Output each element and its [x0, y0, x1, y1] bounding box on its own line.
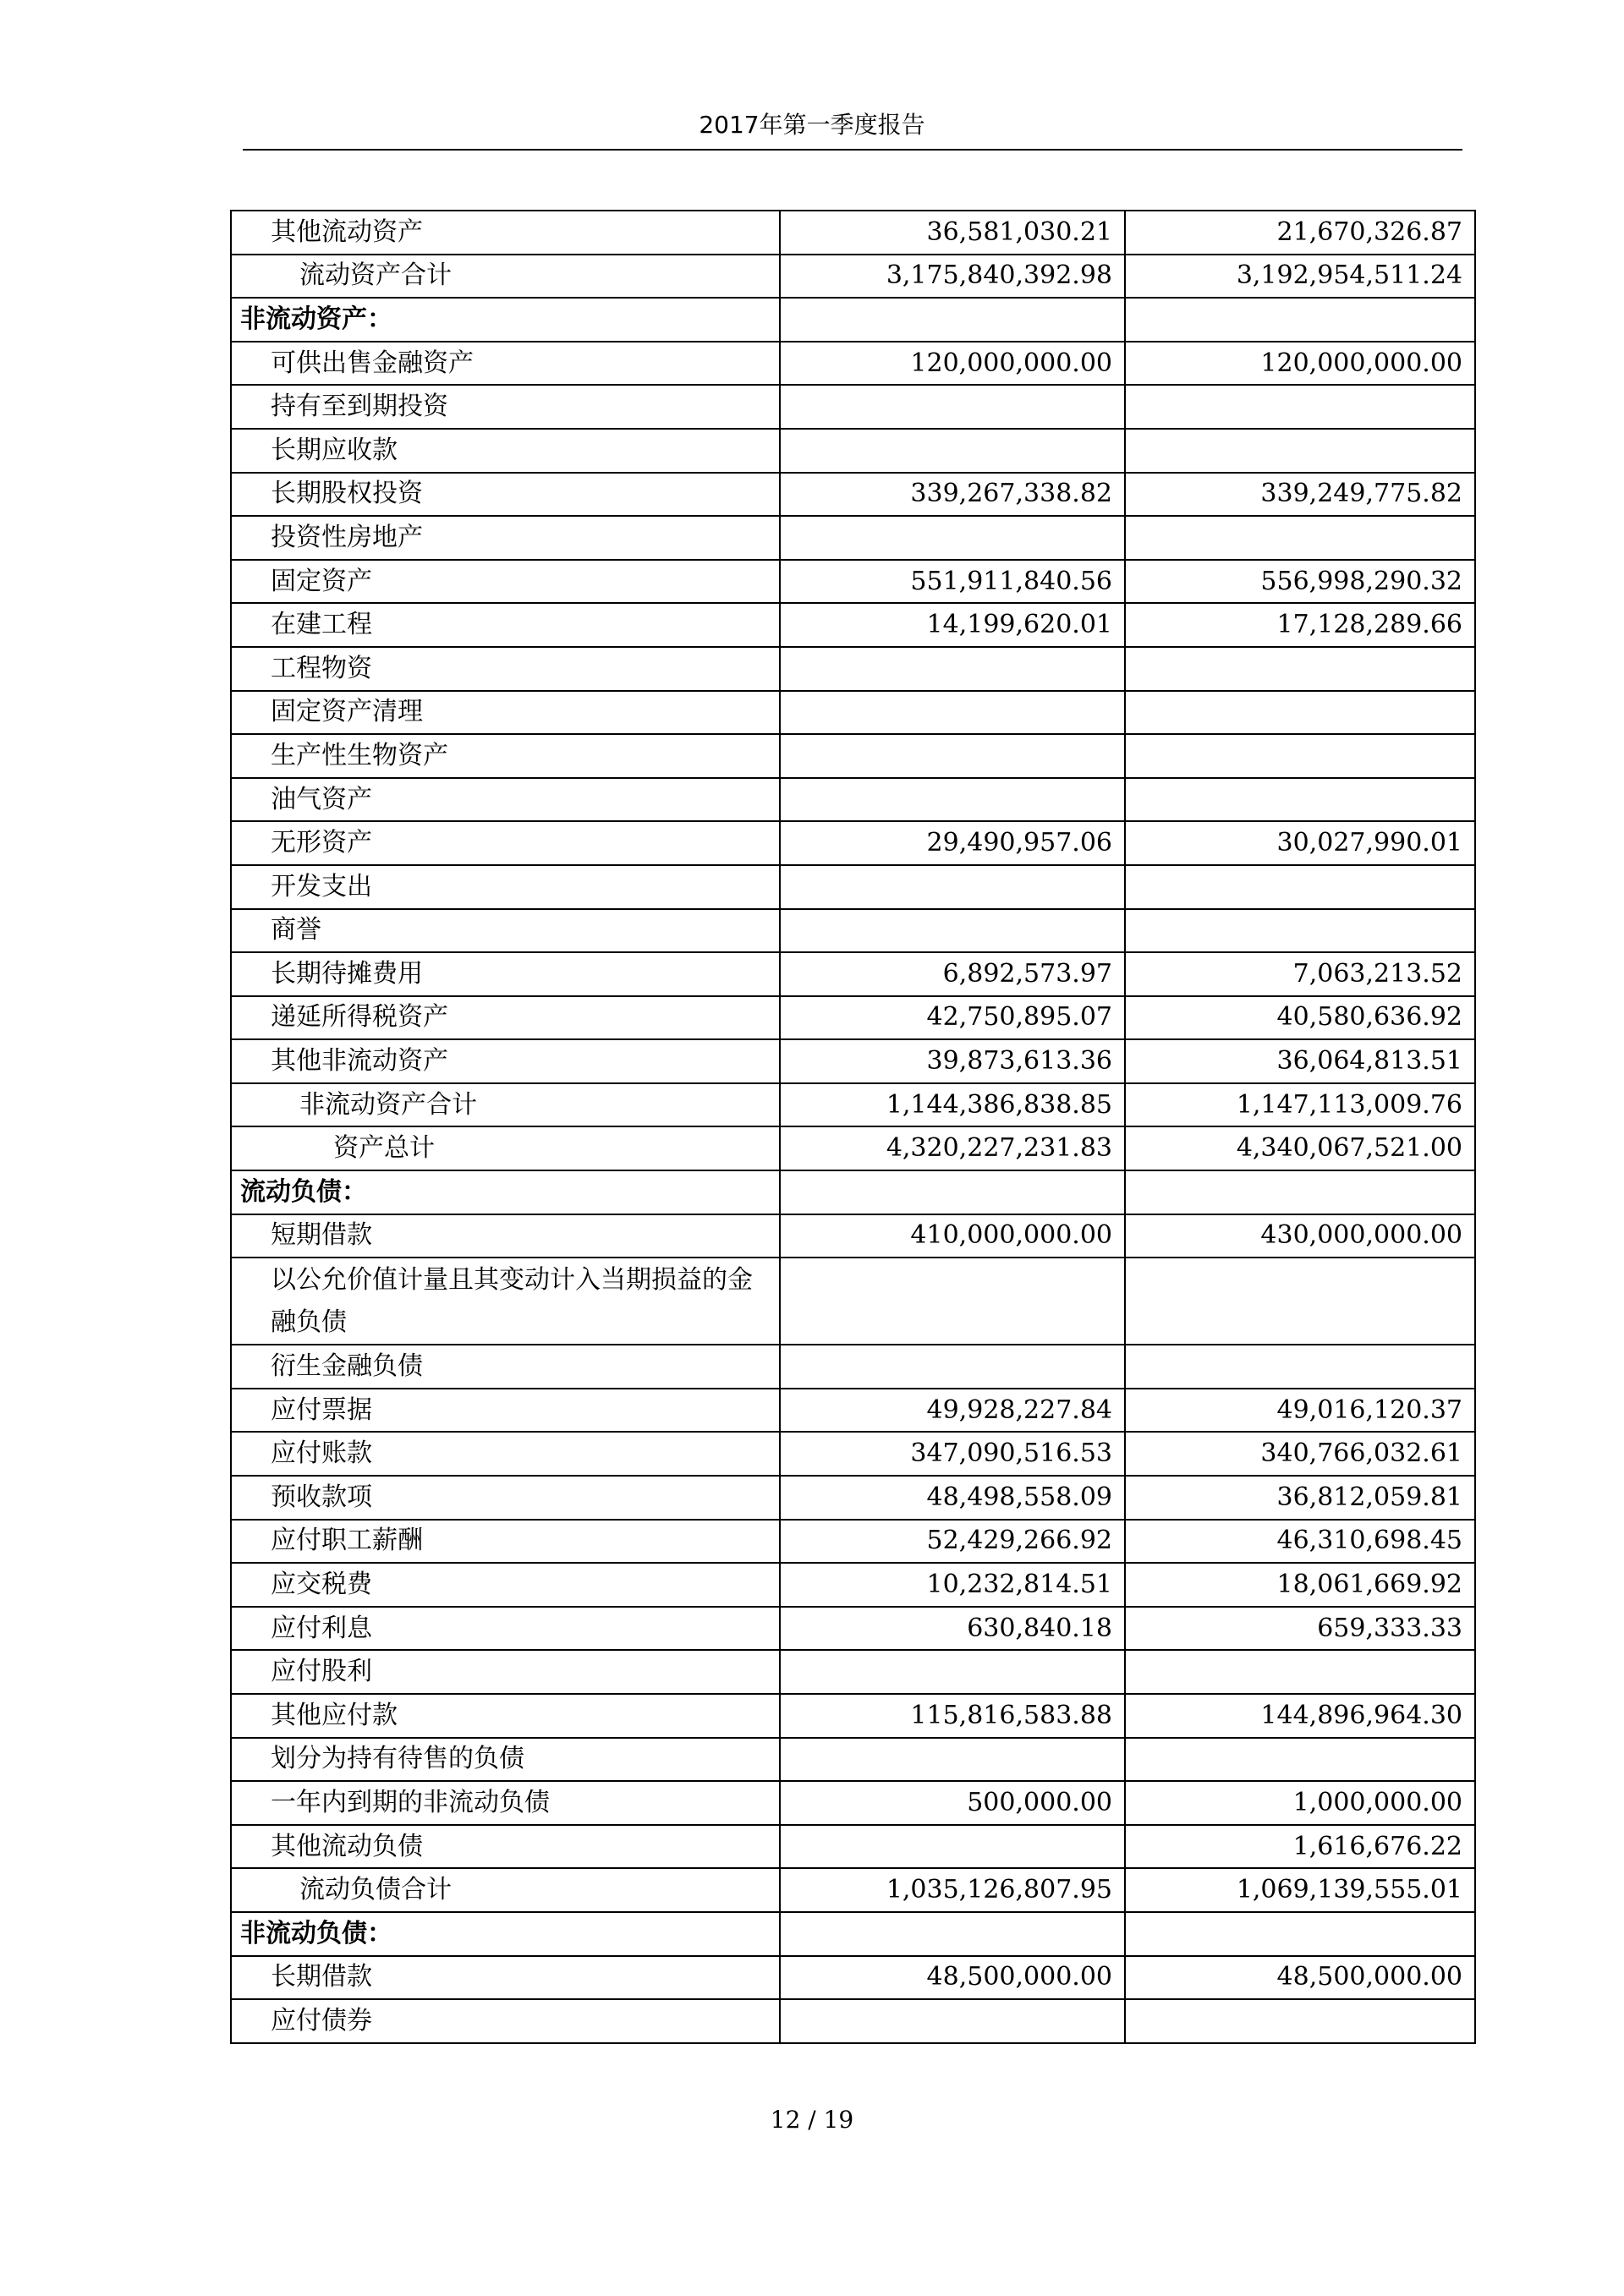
row-label: 划分为持有待售的负债 — [231, 1738, 780, 1782]
table-row — [231, 342, 1475, 386]
row-label: 油气资产 — [231, 778, 780, 822]
table-row — [231, 1389, 1475, 1433]
row-label: 商誉 — [231, 909, 780, 953]
table-row — [231, 1563, 1475, 1607]
value-cell-period-end: 1,035,126,807.95 — [780, 1868, 1125, 1912]
value-cell-period-end — [780, 1999, 1125, 2043]
value-cell-year-start: 339,249,775.82 — [1125, 473, 1475, 517]
value-cell-year-start: 4,340,067,521.00 — [1125, 1126, 1475, 1170]
row-label: 以公允价值计量且其变动计入当期损益的金融负债 — [231, 1258, 780, 1345]
row-label: 长期借款 — [231, 1956, 780, 2000]
value-cell-period-end: 10,232,814.51 — [780, 1563, 1125, 1607]
row-label: 其他应付款 — [231, 1694, 780, 1738]
row-label: 投资性房地产 — [231, 516, 780, 560]
value-cell-year-start: 1,069,139,555.01 — [1125, 1868, 1475, 1912]
table-row — [231, 909, 1475, 953]
value-cell-year-start: 1,616,676.22 — [1125, 1825, 1475, 1869]
table-row — [231, 1781, 1475, 1825]
section-header-row — [231, 298, 1475, 342]
value-cell-year-start: 40,580,636.92 — [1125, 996, 1475, 1040]
table-row — [231, 1039, 1475, 1083]
value-cell-year-start: 1,147,113,009.76 — [1125, 1083, 1475, 1127]
value-cell-period-end — [780, 1825, 1125, 1869]
row-label: 在建工程 — [231, 603, 780, 647]
row-label: 可供出售金融资产 — [231, 342, 780, 386]
value-cell-period-end: 1,144,386,838.85 — [780, 1083, 1125, 1127]
value-cell-year-start — [1125, 1650, 1475, 1694]
value-cell-year-start — [1125, 691, 1475, 735]
table-row — [231, 1694, 1475, 1738]
value-cell-period-end: 347,090,516.53 — [780, 1432, 1125, 1476]
value-cell-year-start — [1125, 385, 1475, 429]
row-label: 固定资产清理 — [231, 691, 780, 735]
value-cell-year-start: 7,063,213.52 — [1125, 952, 1475, 996]
value-cell-period-end — [780, 865, 1125, 909]
table-row — [231, 1650, 1475, 1694]
row-label: 其他流动负债 — [231, 1825, 780, 1869]
value-cell-period-end: 36,581,030.21 — [780, 211, 1125, 255]
value-cell-year-start: 3,192,954,511.24 — [1125, 255, 1475, 299]
row-label: 应付账款 — [231, 1432, 780, 1476]
value-cell-year-start — [1125, 429, 1475, 473]
value-cell-period-end — [780, 647, 1125, 691]
section-header-row — [231, 1170, 1475, 1214]
row-label: 非流动负债： — [231, 1912, 780, 1956]
table-row — [231, 1258, 1475, 1345]
value-cell-year-start: 36,064,813.51 — [1125, 1039, 1475, 1083]
table-row — [231, 1738, 1475, 1782]
value-cell-period-end: 6,892,573.97 — [780, 952, 1125, 996]
row-label: 流动资产合计 — [231, 255, 780, 299]
value-cell-period-end — [780, 1912, 1125, 1956]
value-cell-period-end: 120,000,000.00 — [780, 342, 1125, 386]
row-label: 长期应收款 — [231, 429, 780, 473]
value-cell-period-end — [780, 909, 1125, 953]
value-cell-period-end: 48,498,558.09 — [780, 1476, 1125, 1520]
value-cell-period-end — [780, 429, 1125, 473]
row-label: 无形资产 — [231, 821, 780, 865]
value-cell-year-start — [1125, 1912, 1475, 1956]
balance-sheet-body — [231, 211, 1475, 2043]
row-label: 一年内到期的非流动负债 — [231, 1781, 780, 1825]
value-cell-period-end — [780, 1738, 1125, 1782]
value-cell-year-start — [1125, 1999, 1475, 2043]
row-label: 短期借款 — [231, 1214, 780, 1258]
row-label: 持有至到期投资 — [231, 385, 780, 429]
table-row — [231, 778, 1475, 822]
value-cell-year-start: 1,000,000.00 — [1125, 1781, 1475, 1825]
table-row — [231, 1520, 1475, 1564]
value-cell-year-start — [1125, 865, 1475, 909]
value-cell-period-end: 630,840.18 — [780, 1607, 1125, 1651]
value-cell-period-end: 52,429,266.92 — [780, 1520, 1125, 1564]
value-cell-period-end: 4,320,227,231.83 — [780, 1126, 1125, 1170]
value-cell-year-start — [1125, 298, 1475, 342]
table-row — [231, 952, 1475, 996]
row-label: 其他非流动资产 — [231, 1039, 780, 1083]
row-label: 递延所得税资产 — [231, 996, 780, 1040]
value-cell-year-start: 556,998,290.32 — [1125, 560, 1475, 604]
value-cell-year-start: 430,000,000.00 — [1125, 1214, 1475, 1258]
row-label: 工程物资 — [231, 647, 780, 691]
value-cell-year-start: 36,812,059.81 — [1125, 1476, 1475, 1520]
value-cell-year-start — [1125, 778, 1475, 822]
value-cell-year-start: 18,061,669.92 — [1125, 1563, 1475, 1607]
value-cell-period-end: 14,199,620.01 — [780, 603, 1125, 647]
value-cell-year-start — [1125, 734, 1475, 778]
value-cell-year-start: 17,128,289.66 — [1125, 603, 1475, 647]
value-cell-period-end: 29,490,957.06 — [780, 821, 1125, 865]
value-cell-year-start — [1125, 1738, 1475, 1782]
row-label: 非流动资产： — [231, 298, 780, 342]
value-cell-period-end — [780, 778, 1125, 822]
table-row — [231, 429, 1475, 473]
value-cell-period-end — [780, 1258, 1125, 1345]
value-cell-period-end: 39,873,613.36 — [780, 1039, 1125, 1083]
value-cell-period-end — [780, 691, 1125, 735]
value-cell-period-end: 3,175,840,392.98 — [780, 255, 1125, 299]
row-label: 长期待摊费用 — [231, 952, 780, 996]
value-cell-period-end: 410,000,000.00 — [780, 1214, 1125, 1258]
value-cell-year-start: 659,333.33 — [1125, 1607, 1475, 1651]
row-label: 应付股利 — [231, 1650, 780, 1694]
table-row — [231, 516, 1475, 560]
row-label: 固定资产 — [231, 560, 780, 604]
table-row — [231, 691, 1475, 735]
value-cell-period-end: 500,000.00 — [780, 1781, 1125, 1825]
section-header-row — [231, 1912, 1475, 1956]
table-row — [231, 1083, 1475, 1127]
value-cell-year-start — [1125, 909, 1475, 953]
value-cell-year-start — [1125, 647, 1475, 691]
value-cell-period-end — [780, 516, 1125, 560]
value-cell-year-start: 120,000,000.00 — [1125, 342, 1475, 386]
table-row — [231, 1345, 1475, 1389]
value-cell-period-end — [780, 734, 1125, 778]
row-label: 流动负债： — [231, 1170, 780, 1214]
value-cell-year-start: 340,766,032.61 — [1125, 1432, 1475, 1476]
value-cell-year-start: 144,896,964.30 — [1125, 1694, 1475, 1738]
value-cell-year-start — [1125, 1170, 1475, 1214]
value-cell-year-start: 48,500,000.00 — [1125, 1956, 1475, 2000]
row-label: 生产性生物资产 — [231, 734, 780, 778]
row-label: 预收款项 — [231, 1476, 780, 1520]
table-row — [231, 1825, 1475, 1869]
value-cell-year-start: 46,310,698.45 — [1125, 1520, 1475, 1564]
value-cell-year-start: 30,027,990.01 — [1125, 821, 1475, 865]
table-row — [231, 1126, 1475, 1170]
table-row — [231, 1868, 1475, 1912]
table-row — [231, 865, 1475, 909]
row-label: 应交税费 — [231, 1563, 780, 1607]
row-label: 长期股权投资 — [231, 473, 780, 517]
value-cell-period-end: 42,750,895.07 — [780, 996, 1125, 1040]
row-label: 应付债券 — [231, 1999, 780, 2043]
table-row — [231, 1607, 1475, 1651]
table-row — [231, 996, 1475, 1040]
row-label: 应付票据 — [231, 1389, 780, 1433]
value-cell-period-end — [780, 1345, 1125, 1389]
table-row — [231, 1476, 1475, 1520]
value-cell-period-end — [780, 1170, 1125, 1214]
table-row — [231, 560, 1475, 604]
table-row — [231, 1432, 1475, 1476]
value-cell-year-start: 49,016,120.37 — [1125, 1389, 1475, 1433]
row-label: 其他流动资产 — [231, 211, 780, 255]
table-row — [231, 1214, 1475, 1258]
value-cell-period-end: 115,816,583.88 — [780, 1694, 1125, 1738]
row-label: 开发支出 — [231, 865, 780, 909]
row-label: 非流动资产合计 — [231, 1083, 780, 1127]
table-row — [231, 473, 1475, 517]
table-row — [231, 211, 1475, 255]
value-cell-year-start — [1125, 1345, 1475, 1389]
table-row — [231, 385, 1475, 429]
table-row — [231, 821, 1475, 865]
value-cell-year-start: 21,670,326.87 — [1125, 211, 1475, 255]
value-cell-period-end: 48,500,000.00 — [780, 1956, 1125, 2000]
row-label: 应付职工薪酬 — [231, 1520, 780, 1564]
value-cell-period-end — [780, 1650, 1125, 1694]
value-cell-year-start — [1125, 516, 1475, 560]
value-cell-period-end: 49,928,227.84 — [780, 1389, 1125, 1433]
value-cell-period-end: 339,267,338.82 — [780, 473, 1125, 517]
page-title: 2017年第一季度报告 — [699, 111, 925, 139]
table-row — [231, 647, 1475, 691]
row-label: 资产总计 — [231, 1126, 780, 1170]
table-row — [231, 734, 1475, 778]
row-label: 流动负债合计 — [231, 1868, 780, 1912]
balance-sheet-table — [230, 210, 1476, 2044]
table-row — [231, 1956, 1475, 2000]
table-row — [231, 603, 1475, 647]
row-label: 衍生金融负债 — [231, 1345, 780, 1389]
value-cell-period-end: 551,911,840.56 — [780, 560, 1125, 604]
header-divider — [243, 149, 1462, 151]
page-number: 12 / 19 — [770, 2106, 854, 2134]
value-cell-year-start — [1125, 1258, 1475, 1345]
value-cell-period-end — [780, 385, 1125, 429]
value-cell-period-end — [780, 298, 1125, 342]
table-row — [231, 1999, 1475, 2043]
row-label: 应付利息 — [231, 1607, 780, 1651]
table-row — [231, 255, 1475, 299]
